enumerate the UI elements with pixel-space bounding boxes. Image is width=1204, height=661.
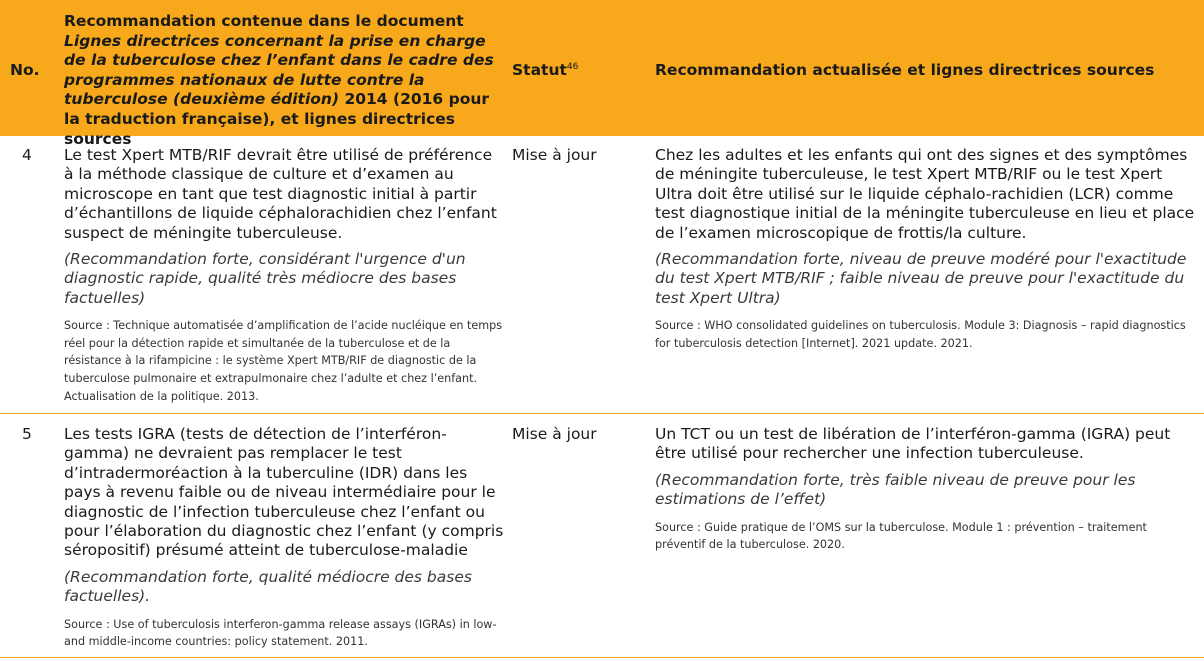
recommendation-strength: (Recommandation forte, considérant l'urgence d'un diagnostic rapide, qualité très médiocre des bases factuelles) xyxy=(64,250,466,307)
updated-source: Source : Guide pratique de l’OMS sur la tuberculose. Module 1 : prévention – traitement préventif de la tuberculose. 2020. xyxy=(655,520,1147,552)
row-number: 5 xyxy=(22,425,32,443)
row-updated xyxy=(655,146,1195,352)
row-number: 4 xyxy=(22,146,32,164)
row-status: Mise à jour xyxy=(512,425,597,443)
updated-text: Chez les adultes et les enfants qui ont des signes et des symptômes de méningite tuberculeuse, le test Xpert MTB/RIF ou le test Xpert Ultra doit être utilisé sur le liquide céphalo-rachidien (LCR) comme test diagnostique initial de la méningite tuberculeuse en lieu et place de l’examen microscopique de frottis/la culture. xyxy=(655,146,1195,242)
row-separator xyxy=(0,657,1204,658)
recommendation-text: Le test Xpert MTB/RIF devrait être utilisé de préférence à la méthode classique de culture et d’examen au microscope en tant que test diagnostic initial à partir d’échantillons de liquide céphalorachidien chez l’enfant suspect de méningite tuberculeuse. xyxy=(64,146,497,242)
header-recommendation-line1: Recommandation contenue dans le document xyxy=(64,12,464,30)
updated-strength: (Recommandation forte, niveau de preuve modéré pour l'exactitude du test Xpert MTB/RIF ; faible niveau de preuve pour l'exactitude du test Xpert Ultra) xyxy=(655,250,1187,307)
header-status-label: Statut xyxy=(512,61,567,79)
row-recommendation xyxy=(64,425,504,651)
recommendation-text: Les tests IGRA (tests de détection de l’interféron-gamma) ne devraient pas remplacer le test d’intradermoréaction à la tuberculine (IDR) dans les pays à revenu faible ou de niveau intermédiaire pour le diagnostic de l’infection tuberculeuse chez l’enfant ou pour l’élaboration du diagnostic chez l’enfant (y compris séropositif) présumé atteint de tuberculose-maladie xyxy=(64,425,504,560)
row-updated xyxy=(655,425,1195,554)
updated-strength: (Recommandation forte, très faible niveau de preuve pour les estimations de l’effet) xyxy=(655,470,1136,509)
header-status xyxy=(512,61,578,81)
header-recommendation-italic: Lignes directrices concernant la prise en charge de la tuberculose chez l’enfant dans le cadre des programmes nationaux de lutte contre la tuberculose (deuxième édition) xyxy=(64,31,494,109)
header-status-footnote: 46 xyxy=(566,61,579,72)
row-recommendation xyxy=(64,146,504,405)
recommendation-strength: (Recommandation forte, qualité médiocre des bases factuelles). xyxy=(64,567,472,606)
updated-text: Un TCT ou un test de libération de l’interféron-gamma (IGRA) peut être utilisé pour rechercher une infection tuberculeuse. xyxy=(655,425,1171,463)
header-updated: Recommandation actualisée et lignes directrices sources xyxy=(655,61,1155,79)
header-recommendation xyxy=(64,12,504,149)
row-separator xyxy=(0,413,1204,414)
header-no: No. xyxy=(10,61,40,79)
recommendation-source: Source : Technique automatisée d’amplification de l’acide nucléique en temps réel pour la détection rapide et simultanée de la tuberculose et de la résistance à la rifampicine : le système Xpert MTB/RIF de diagnostic de la tuberculose pulmonaire et extrapulmonaire chez l’adulte et chez l’enfant. Actualisation de la politique. 2013. xyxy=(64,319,503,403)
header-recommendation-tail: 2014 (2016 pour la traduction française), et lignes directrices sources xyxy=(64,90,490,148)
recommendation-source: Source : Use of tuberculosis interferon-gamma release assays (IGRAs) in low- and middle-income countries: policy statement. 2011. xyxy=(64,617,497,649)
updated-source: Source : WHO consolidated guidelines on tuberculosis. Module 3: Diagnosis – rapid diagnostics for tuberculosis detection [Internet]. 2021 update. 2021. xyxy=(655,319,1186,350)
table-header xyxy=(0,0,1204,148)
row-status: Mise à jour xyxy=(512,146,597,164)
